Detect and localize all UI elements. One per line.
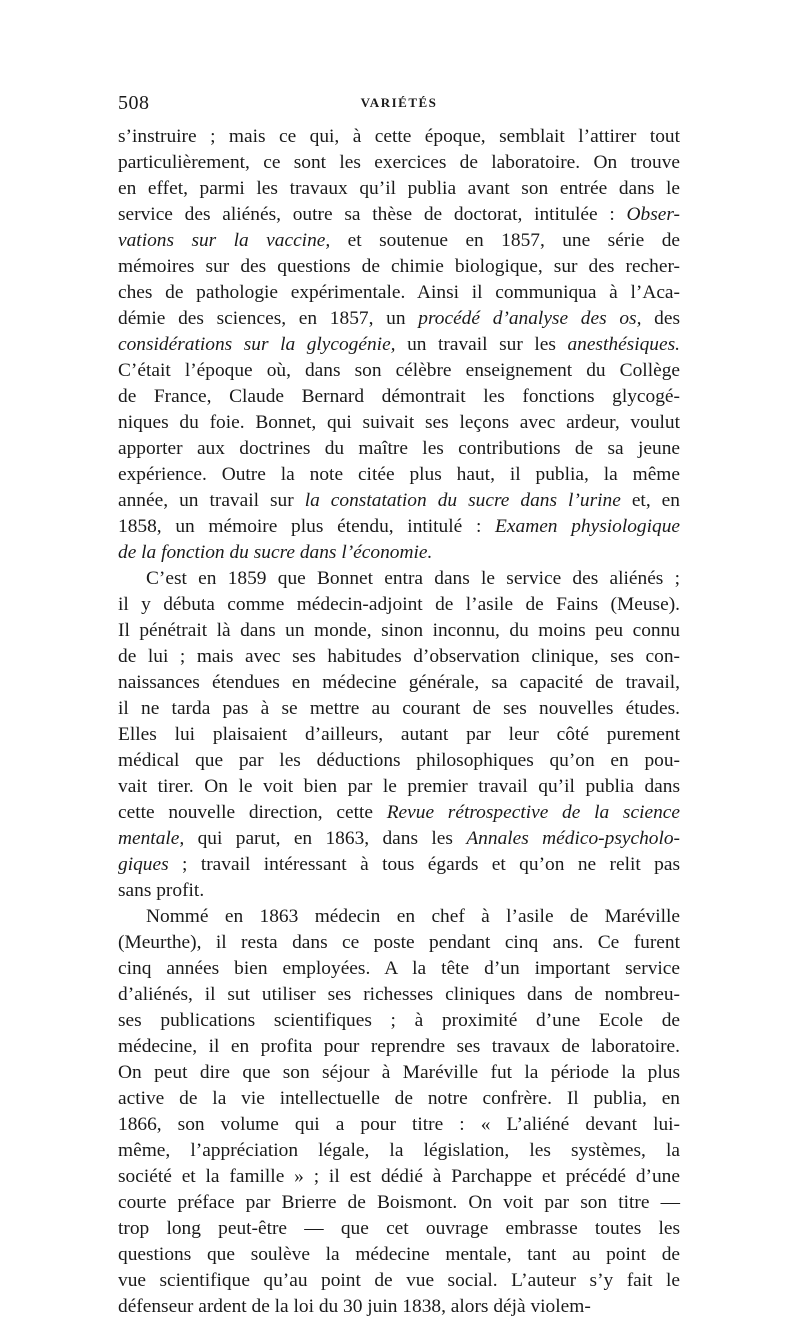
text-line xyxy=(118,670,680,696)
paragraph xyxy=(118,566,680,904)
text-run: et soutenue en 1857, une série de xyxy=(330,230,680,251)
text-run: société et la famille » ; il est dédié à Parchappe et précédé d’une xyxy=(118,1166,680,1187)
body-text xyxy=(118,124,680,1320)
italic-text: procédé d’analyse des os, xyxy=(418,308,642,329)
text-run: Nommé en 1863 médecin en chef à l’asile de Maréville xyxy=(146,906,680,927)
text-line xyxy=(118,774,680,800)
text-line xyxy=(118,566,680,592)
text-run: 1858, un mémoire plus étendu, intitulé : xyxy=(118,516,496,537)
text-line xyxy=(118,592,680,618)
text-line xyxy=(118,358,680,384)
text-line xyxy=(118,150,680,176)
text-line xyxy=(118,332,680,358)
text-run: des xyxy=(641,308,680,329)
text-line xyxy=(118,202,680,228)
text-line xyxy=(118,410,680,436)
italic-text: Annales médico-psycholo- xyxy=(466,828,681,849)
italic-text: de la fonction du sucre dans l’économie. xyxy=(118,542,433,563)
text-run: un travail sur les xyxy=(395,334,568,355)
text-run: courte préface par Brierre de Boismont. On voit par son titre — xyxy=(118,1192,680,1213)
text-line xyxy=(118,696,680,722)
text-run: en effet, parmi les travaux qu’il publia avant son entrée dans le xyxy=(118,178,680,199)
text-run: apporter aux doctrines du maître les contributions de sa jeune xyxy=(118,438,680,459)
text-line xyxy=(118,1268,680,1294)
text-run: (Meurthe), il resta dans ce poste pendant cinq ans. Ce furent xyxy=(118,932,680,953)
text-line xyxy=(118,1242,680,1268)
text-run: particulièrement, ce sont les exercices de laboratoire. On trouve xyxy=(118,152,680,173)
italic-text: Obser- xyxy=(626,204,680,225)
text-line xyxy=(118,228,680,254)
italic-text: Revue rétrospective de la science xyxy=(386,802,680,823)
text-run: service des aliénés, outre sa thèse de doctorat, intitulée : xyxy=(118,204,627,225)
text-run: d’aliénés, il sut utiliser ses richesses cliniques dans de nombreu- xyxy=(118,984,680,1005)
italic-text: mentale, xyxy=(118,828,185,849)
text-line xyxy=(118,514,680,540)
text-line xyxy=(118,956,680,982)
running-head: VARIÉTÉS xyxy=(360,95,438,110)
text-run: médical que par les déductions philosophiques qu’on en pou- xyxy=(118,750,680,771)
text-run: Il pénétrait là dans un monde, sinon inconnu, du moins peu connu xyxy=(118,620,680,641)
text-line xyxy=(118,904,680,930)
text-line xyxy=(118,1138,680,1164)
text-run: et, en xyxy=(620,490,680,511)
text-run: Elles lui plaisaient d’ailleurs, autant par leur côté purement xyxy=(118,724,680,745)
text-run: naissances étendues en médecine générale, sa capacité de travail, xyxy=(118,672,680,693)
text-run: ches de pathologie expérimentale. Ainsi il communiqua à l’Aca- xyxy=(118,282,680,303)
text-run: s’instruire ; mais ce qui, à cette époque, semblait l’attirer tout xyxy=(118,126,680,147)
text-line xyxy=(118,826,680,852)
page-header xyxy=(118,92,680,118)
text-line xyxy=(118,280,680,306)
text-run: sans profit. xyxy=(118,880,205,901)
text-line xyxy=(118,1190,680,1216)
text-line xyxy=(118,384,680,410)
page-number: 508 xyxy=(118,92,150,114)
italic-text: vations sur la vaccine, xyxy=(118,230,331,251)
text-line xyxy=(118,1060,680,1086)
text-run: vue scientifique qu’au point de vue social. L’auteur s’y fait le xyxy=(118,1270,680,1291)
text-line xyxy=(118,540,680,566)
text-line xyxy=(118,982,680,1008)
text-line xyxy=(118,1164,680,1190)
text-run: il y débuta comme médecin-adjoint de l’asile de Fains (Meuse). xyxy=(118,594,680,615)
text-run: même, l’appréciation légale, la législation, les systèmes, la xyxy=(118,1140,680,1161)
text-line xyxy=(118,306,680,332)
text-run: mémoires sur des questions de chimie biologique, sur des recher- xyxy=(118,256,680,277)
text-line xyxy=(118,488,680,514)
text-run: de France, Claude Bernard démontrait les fonctions glycogé- xyxy=(118,386,680,407)
text-run: niques du foie. Bonnet, qui suivait ses leçons avec ardeur, voulut xyxy=(118,412,680,433)
text-run: qui parut, en 1863, dans les xyxy=(184,828,467,849)
italic-text: Examen physiologique xyxy=(495,516,680,537)
text-run: ; travail intéressant à tous égards et qu’on ne relit pas xyxy=(168,854,680,875)
text-run: active de la vie intellectuelle de notre confrère. Il publia, en xyxy=(118,1088,680,1109)
text-run: défenseur ardent de la loi du 30 juin 1838, alors déjà violem- xyxy=(118,1296,591,1317)
text-run: C’était l’époque où, dans son célèbre enseignement du Collège xyxy=(118,360,680,381)
text-run: médecine, il en profita pour reprendre ses travaux de laboratoire. xyxy=(118,1036,680,1057)
text-run: cinq années bien employées. A la tête d’un important service xyxy=(118,958,680,979)
text-run: démie des sciences, en 1857, un xyxy=(118,308,419,329)
text-line xyxy=(118,124,680,150)
text-line xyxy=(118,748,680,774)
italic-text: giques xyxy=(118,854,169,875)
text-run: On peut dire que son séjour à Maréville fut la période la plus xyxy=(118,1062,680,1083)
text-line xyxy=(118,254,680,280)
text-run: expérience. Outre la note citée plus haut, il publia, la même xyxy=(118,464,680,485)
text-line xyxy=(118,800,680,826)
italic-text: considérations sur la glycogénie, xyxy=(118,334,396,355)
text-line xyxy=(118,1112,680,1138)
text-line xyxy=(118,176,680,202)
text-line xyxy=(118,618,680,644)
text-line xyxy=(118,1294,680,1320)
text-line xyxy=(118,1034,680,1060)
text-run: de lui ; mais avec ses habitudes d’observation clinique, ses con- xyxy=(118,646,680,667)
text-run: questions que soulève la médecine mentale, tant au point de xyxy=(118,1244,680,1265)
text-line xyxy=(118,644,680,670)
text-run: trop long peut-être — que cet ouvrage embrasse toutes les xyxy=(118,1218,680,1239)
text-line xyxy=(118,930,680,956)
text-run: vait tirer. On le voit bien par le premier travail qu’il publia dans xyxy=(118,776,680,797)
text-run: C’est en 1859 que Bonnet entra dans le service des aliénés ; xyxy=(146,568,680,589)
italic-text: anesthésiques. xyxy=(567,334,680,355)
text-line xyxy=(118,436,680,462)
paragraph xyxy=(118,124,680,566)
text-run: ses publications scientifiques ; à proximité d’une Ecole de xyxy=(118,1010,680,1031)
text-run: cette nouvelle direction, cette xyxy=(118,802,387,823)
text-line xyxy=(118,1216,680,1242)
text-line xyxy=(118,462,680,488)
text-line xyxy=(118,1008,680,1034)
paragraph xyxy=(118,904,680,1320)
text-line xyxy=(118,1086,680,1112)
text-run: 1866, son volume qui a pour titre : « L’aliéné devant lui- xyxy=(118,1114,680,1135)
text-line xyxy=(118,852,680,878)
text-line xyxy=(118,722,680,748)
text-run: il ne tarda pas à se mettre au courant de ses nouvelles études. xyxy=(118,698,680,719)
text-line xyxy=(118,878,680,904)
text-run: année, un travail sur xyxy=(118,490,305,511)
italic-text: la constatation du sucre dans l’urine xyxy=(304,490,621,511)
